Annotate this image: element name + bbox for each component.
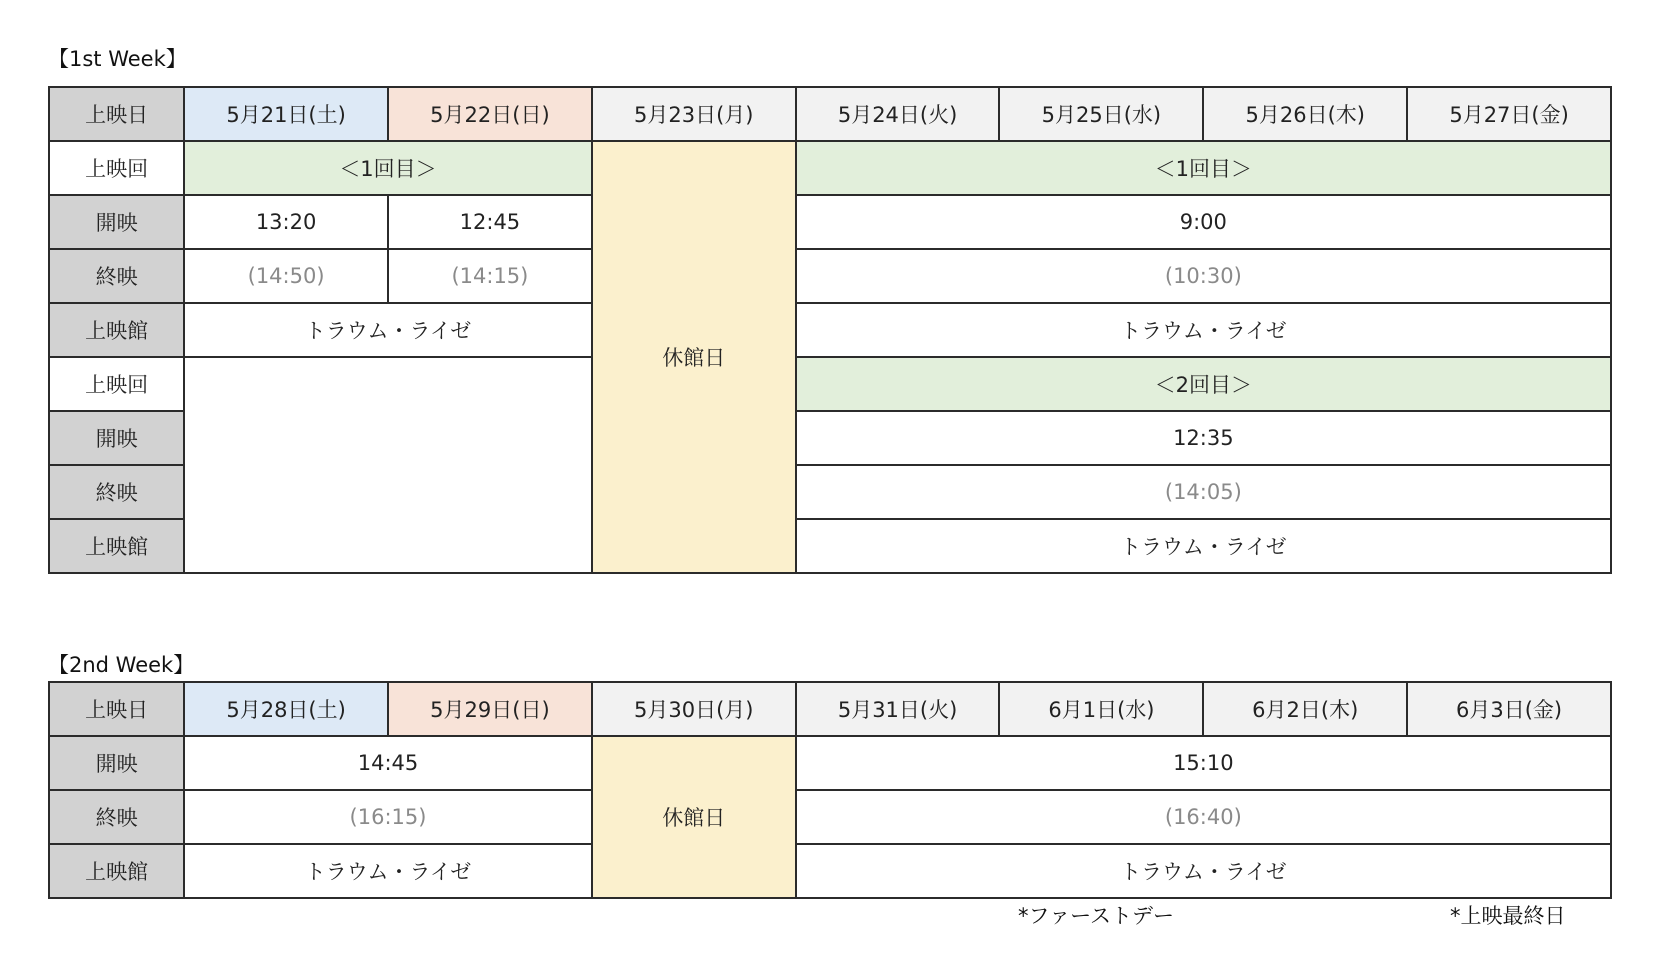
first-day-note: *ファーストデー: [1018, 904, 1175, 928]
sunday-end-time: (14:15): [388, 249, 592, 303]
week2-start-row: [49, 736, 1611, 790]
date-header-tuesday: 5月31日(火): [796, 682, 1000, 736]
week2-date-row: [49, 682, 1611, 736]
weekday-end-time: (16:40): [796, 790, 1611, 844]
weekend-venue: トラウム・ライゼ: [184, 303, 592, 357]
date-header-wednesday: 6月1日(水): [999, 682, 1203, 736]
weekday-session2-end-time: (14:05): [796, 465, 1611, 519]
weekday-session2-label: ＜2回目＞: [796, 357, 1611, 411]
date-header-monday: 5月30日(月): [592, 682, 796, 736]
date-header-friday: 6月3日(金): [1407, 682, 1611, 736]
weekday-session1-start-time: 9:00: [796, 195, 1611, 249]
weekday-session1-label: ＜1回目＞: [796, 141, 1611, 195]
week1-session1-row: [49, 141, 1611, 195]
row-label-start: 開映: [49, 195, 184, 249]
weekday-session2-venue: トラウム・ライゼ: [796, 519, 1611, 573]
week1-session2-row: [49, 357, 1611, 411]
week1-end1-row: [49, 249, 1611, 303]
date-header-monday: 5月23日(月): [592, 87, 796, 141]
row-label-date: 上映日: [49, 682, 184, 736]
weekend-session1-label: ＜1回目＞: [184, 141, 592, 195]
row-label-session: 上映回: [49, 357, 184, 411]
saturday-end-time: (14:50): [184, 249, 388, 303]
date-header-sunday: 5月29日(日): [388, 682, 592, 736]
row-label-venue: 上映館: [49, 303, 184, 357]
row-label-end: 終映: [49, 790, 184, 844]
date-header-saturday: 5月21日(土): [184, 87, 388, 141]
weekend-empty-cell: [184, 357, 592, 573]
week2-title: 【2nd Week】: [48, 653, 195, 677]
weekend-end-time: (16:15): [184, 790, 592, 844]
week1-date-row: [49, 87, 1611, 141]
weekday-start-time: 15:10: [796, 736, 1611, 790]
row-label-end: 終映: [49, 465, 184, 519]
week1-start1-row: [49, 195, 1611, 249]
row-label-venue: 上映館: [49, 519, 184, 573]
week1-title: 【1st Week】: [48, 47, 187, 71]
sunday-start-time: 12:45: [388, 195, 592, 249]
weekday-session1-end-time: (10:30): [796, 249, 1611, 303]
date-header-sunday: 5月22日(日): [388, 87, 592, 141]
date-header-thursday: 5月26日(木): [1203, 87, 1407, 141]
row-label-end: 終映: [49, 249, 184, 303]
row-label-start: 開映: [49, 411, 184, 465]
row-label-date: 上映日: [49, 87, 184, 141]
date-header-thursday: 6月2日(木): [1203, 682, 1407, 736]
closed-day-cell: 休館日: [592, 141, 796, 573]
weekend-venue: トラウム・ライゼ: [184, 844, 592, 898]
date-header-saturday: 5月28日(土): [184, 682, 388, 736]
row-label-session: 上映回: [49, 141, 184, 195]
last-day-note: *上映最終日: [1450, 904, 1566, 928]
row-label-venue: 上映館: [49, 844, 184, 898]
date-header-wednesday: 5月25日(水): [999, 87, 1203, 141]
week2-end-row: [49, 790, 1611, 844]
closed-day-cell: 休館日: [592, 736, 796, 898]
weekday-venue: トラウム・ライゼ: [796, 844, 1611, 898]
weekend-start-time: 14:45: [184, 736, 592, 790]
weekday-session1-venue: トラウム・ライゼ: [796, 303, 1611, 357]
date-header-tuesday: 5月24日(火): [796, 87, 1000, 141]
week2-schedule-table: [48, 681, 1612, 899]
date-header-friday: 5月27日(金): [1407, 87, 1611, 141]
row-label-start: 開映: [49, 736, 184, 790]
week2-venue-row: [49, 844, 1611, 898]
weekday-session2-start-time: 12:35: [796, 411, 1611, 465]
week1-schedule-table: [48, 86, 1612, 574]
week1-venue1-row: [49, 303, 1611, 357]
saturday-start-time: 13:20: [184, 195, 388, 249]
